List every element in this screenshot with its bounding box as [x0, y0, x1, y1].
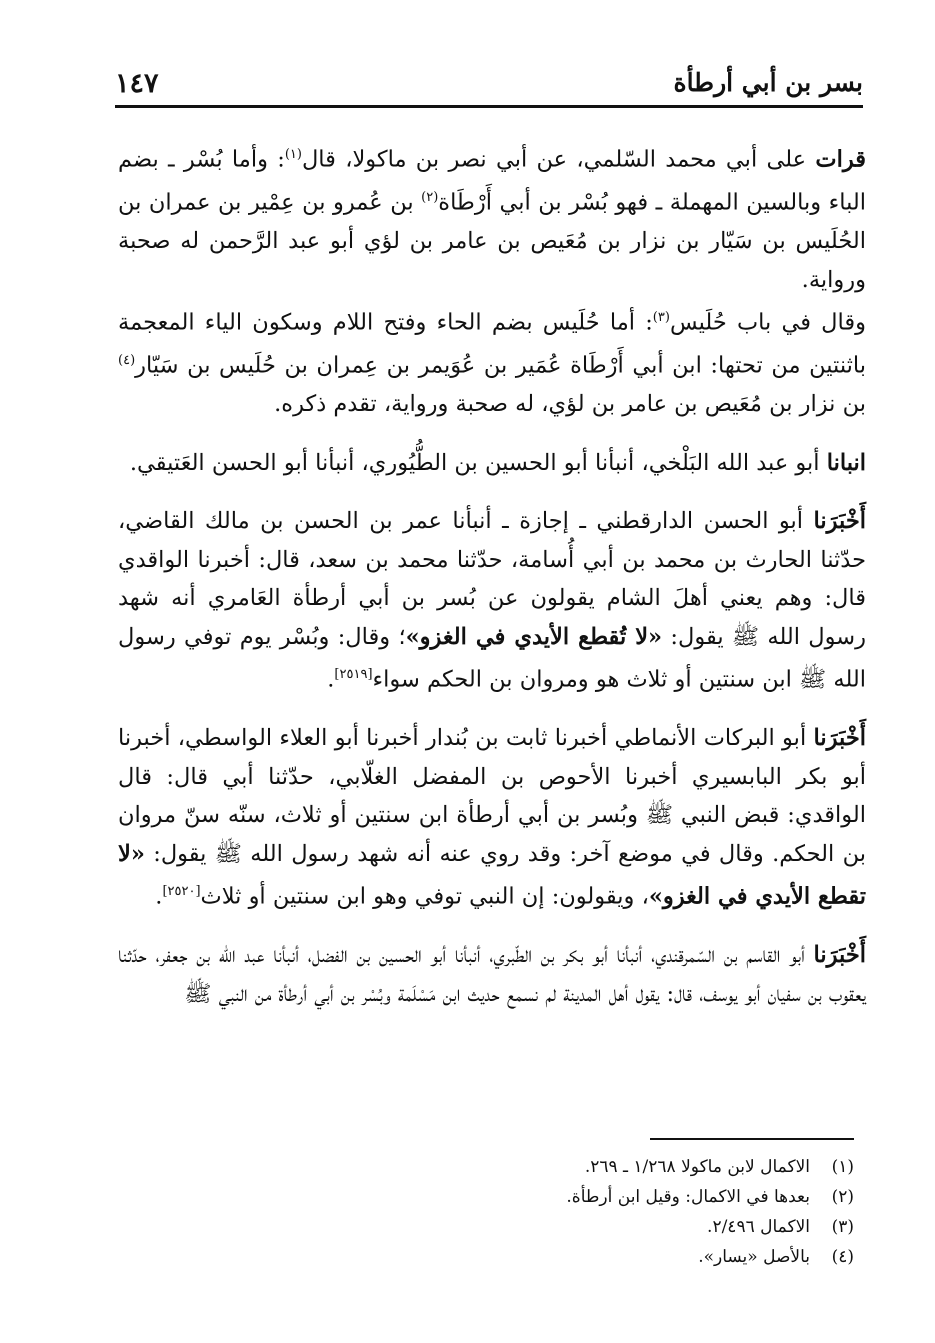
paragraph-5 [118, 936, 866, 1013]
footnote-number: (٣) [831, 1217, 854, 1237]
footnote-marker: (١) [284, 147, 302, 162]
paragraph-text: ، ويقولون: إن النبي توفي وهو ابن سنتين أو ثلاث [200, 883, 649, 910]
paragraph-text: أبو الحسن الدارقطني ـ إجازة ـ أنبأنا عمر بن الحسن بن مالك القاضي، حدّثنا الحارث بن محمد بن أبي أُسامة، حدّثنا محمد بن سعد، قال: أخبرنا الواقدي قال: وهم يعني أهلَ الشام يقولون عن بُسر بن أبي أرطأة العَامري أنه شهد رسول الله ﷺ يقول: [118, 508, 866, 650]
page-number: ١٤٧ [115, 68, 159, 99]
paragraph-text: أبو القاسم بن السّمرقندي، أنبأنا أبو بكر بن الطّبري، أنبأنا أبو الحسين بن الفضل، أنبأنا عبد الله بن جعفر، حدّثنا يعقوب بن سفيان أبو يوسف، قال: يقول أهل المدينة لم نسمع حديث ابن مَسْلَمة وبُسْر بن أبي أرطأة من النبي ﷺ [118, 942, 866, 1007]
paragraph-lead: انبانا [826, 449, 866, 476]
footnote-number: (٤) [831, 1247, 854, 1267]
paragraph-text: وقال في باب حُلَيس [669, 309, 867, 336]
paragraph-text: بن نزار بن مُعَيص بن عامر بن لؤي، له صحبة ورواية، تقدم ذكره. [274, 391, 866, 417]
footnote-rule [650, 1138, 854, 1140]
paragraph-end: . [155, 883, 163, 910]
footnote-text: بعدها في الاكمال: وقيل ابن أرطأة. [566, 1187, 810, 1207]
paragraph-text: ؛ وقال: وبُسْر يوم توفي رسول الله ﷺ ابن سنتين أو ثلاث هو ومروان بن الحكم سواء [118, 623, 866, 693]
paragraph-lead: أَخْبَرَنا [813, 725, 866, 751]
paragraph-text: بن عُمرو بن عِمْير بن عمران بن الحُلَيس بن سَيّار بن نزار بن مُعَيص بن عامر بن لؤي أبو عبد الرَّحمن له صحبة ورواية. [118, 189, 866, 293]
footnote-text: الاكمال ٢/٤٩٦. [707, 1217, 810, 1237]
paragraph-1b [118, 299, 866, 424]
footnote-1 [118, 1152, 854, 1182]
header-rule [115, 105, 863, 108]
footnote-marker: (٤) [118, 353, 136, 368]
paragraph-end: . [327, 666, 335, 693]
hadith-number: [٢٥٢٠] [162, 884, 201, 899]
footnote-number: (١) [831, 1157, 854, 1177]
footnotes [118, 1152, 854, 1272]
footnote-3 [118, 1212, 854, 1242]
paragraph-lead: قرات [815, 146, 866, 173]
hadith-quote: «لا تقطع الأيدي في الغزو» [118, 840, 866, 910]
body-text [118, 136, 866, 1013]
footnote-number: (٢) [831, 1187, 854, 1207]
footnote-marker: (٣) [652, 310, 670, 325]
footnote-4 [118, 1242, 854, 1272]
paragraph-lead: أَخْبَرَنا [813, 942, 866, 968]
running-title: بسر بن أبي أرطأة [673, 68, 863, 97]
paragraph-4 [118, 719, 866, 916]
paragraph-text: أبو عبد الله البَلْخي، أنبأنا أبو الحسين بن الطُّيُوري، أنبأنا أبو الحسن العَتيقي. [129, 449, 827, 476]
paragraph-lead: أَخْبَرَنا [813, 508, 866, 534]
hadith-quote: «لا تُقطع الأيدي في الغزو» [405, 623, 663, 650]
page-header [115, 62, 863, 108]
footnote-marker: (٢) [421, 190, 439, 205]
paragraph-2 [118, 444, 866, 483]
paragraph-text: على أبي محمد السّلمي، عن أبي نصر بن ماكولا، قال [301, 146, 816, 173]
footnote-text: الاكمال لابن ماكولا ١/٢٦٨ ـ ٢٦٩. [584, 1157, 810, 1177]
paragraph-text: أبو البركات الأنماطي أخبرنا ثابت بن بُندار أخبرنا أبو العلاء الواسطي، أخبرنا أبو بكر البابسيري أخبرنا الأحوص بن المفضل الغلّابي، حدّثنا أبي قال: قال الواقدي: قبض النبي ﷺ وبُسر بن أبي أرطأة ابن سنتين أو ثلاث، سنّه سنّ مروان بن الحكم. وقال في موضع آخر: وقد روي عنه أنه شهد رسول الله ﷺ يقول: [118, 725, 866, 867]
footnote-text: بالأصل «يسار». [698, 1247, 810, 1267]
paragraph-text: : أما حُلَيس بضم الحاء وفتح اللام وسكون الياء المعجمة باثنتين من تحتها: ابن أبي أَرْطَاة عُمَير بن عُوَيمر بن عِمران بن حُلَيس بن سَيّار [118, 309, 866, 379]
paragraph-1 [118, 136, 866, 299]
paragraph-text: : وأما بُسْر ـ بضم الباء وبالسين المهملة ـ فهو بُسْر بن أبي أَرْطَاة [118, 146, 866, 216]
paragraph-3 [118, 502, 866, 699]
footnote-2 [118, 1182, 854, 1212]
hadith-number: [٢٥١٩] [334, 667, 373, 682]
